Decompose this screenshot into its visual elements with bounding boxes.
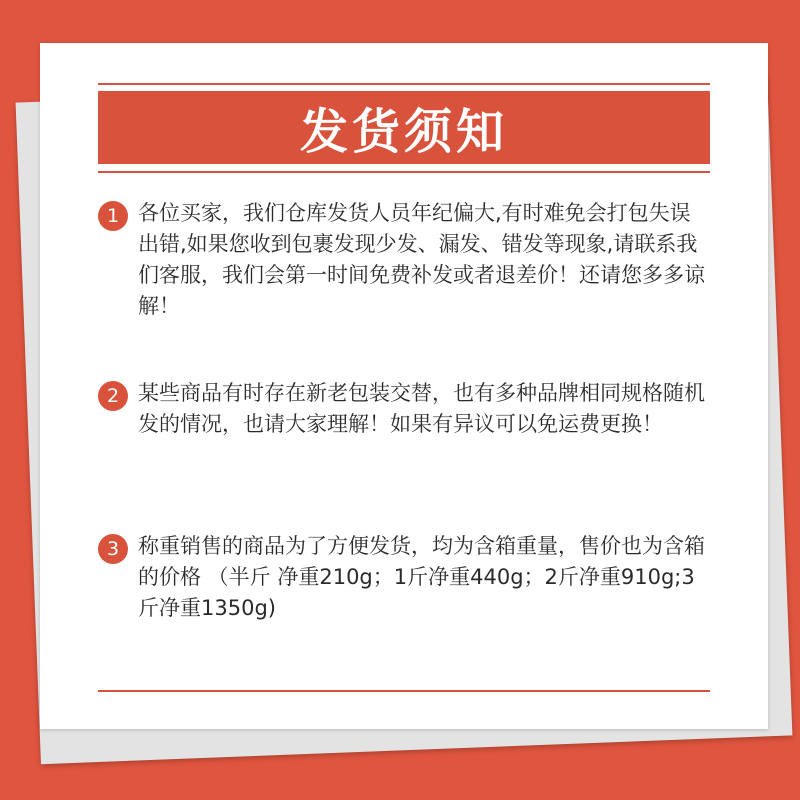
number-badge: 2 — [98, 381, 128, 411]
number-badge: 1 — [98, 201, 128, 231]
notice-text: 称重销售的商品为了方便发货，均为含箱重量，售价也为含箱的价格 （半斤 净重210g；1斤净重440g；2斤净重910g;3斤净重1350g) — [138, 534, 705, 620]
title-bottom-rule — [98, 171, 710, 173]
notice-text: 某些商品有时存在新老包装交替，也有多种品牌相同规格随机发的情况，也请大家理解！如果有异议可以免运费更换！ — [138, 381, 705, 436]
notice-text: 各位买家，我们仓库发货人员年纪偏大,有时难免会打包失误出错,如果您收到包裹发现少发、漏发、错发等现象,请联系我们客服，我们会第一时间免费补发或者退差价！还请您多多谅解！ — [138, 201, 705, 318]
title-banner — [98, 91, 710, 164]
title-top-rule — [98, 83, 710, 85]
bottom-rule — [98, 690, 710, 692]
number-badge: 3 — [98, 534, 128, 564]
page-title: 发货须知 — [299, 104, 508, 160]
